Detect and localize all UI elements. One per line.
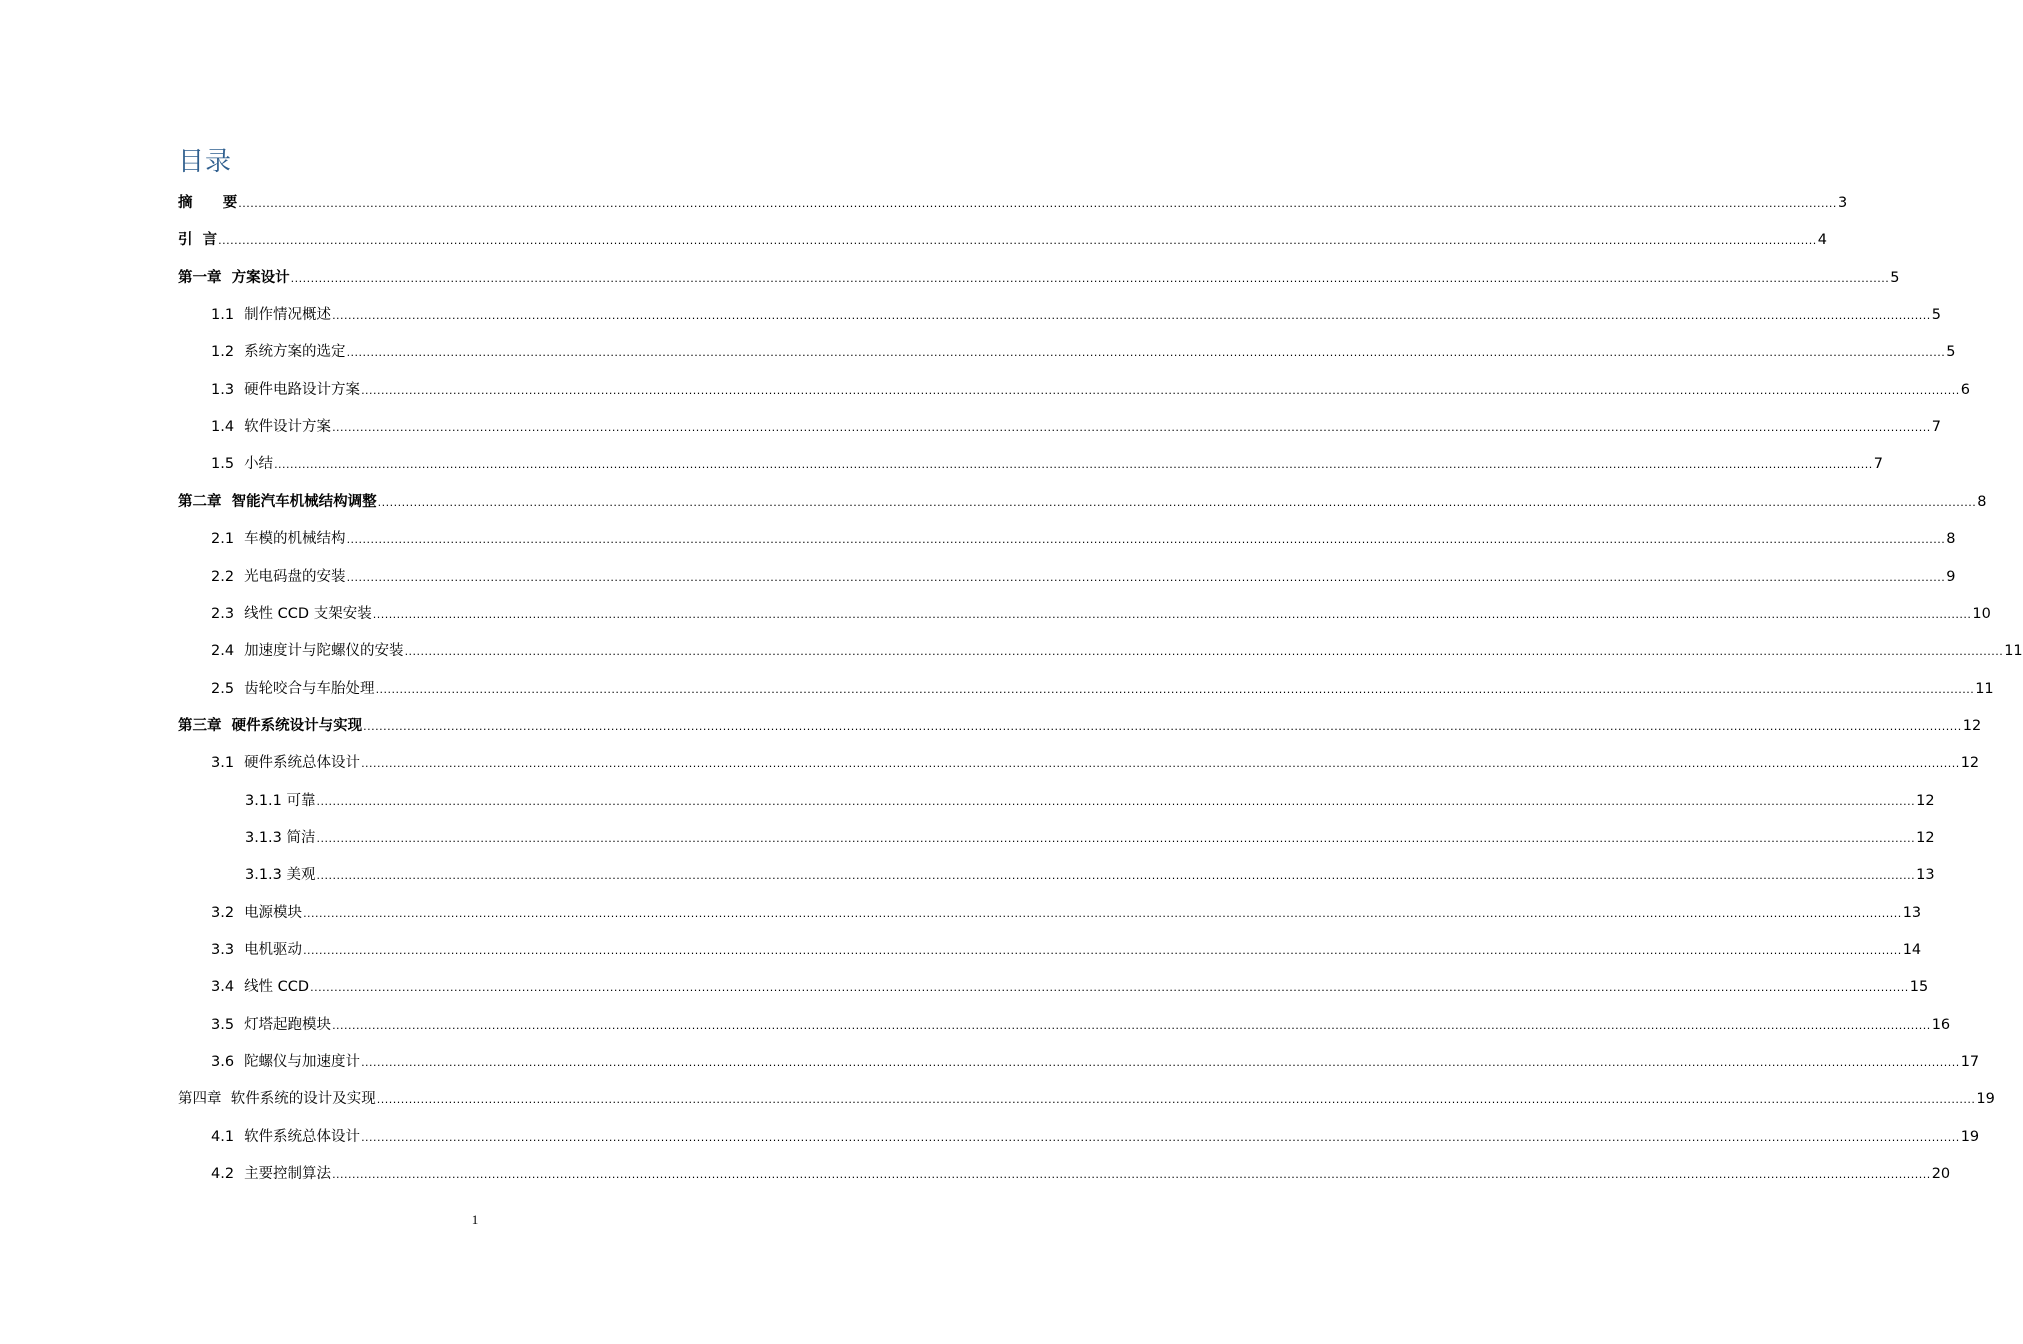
toc-entry-number: 2.3 bbox=[211, 605, 235, 622]
toc-leader-dots: ................................................................................................................................................................................................................................................................................................................................................................................................................ bbox=[332, 309, 1931, 323]
toc-entry[interactable] bbox=[211, 678, 1994, 700]
toc-entry-page: 10 bbox=[1972, 605, 1991, 622]
toc-entry-number: 4.2 bbox=[211, 1166, 235, 1183]
toc-entry[interactable] bbox=[211, 902, 1922, 924]
toc-entry-title: 线性 CCD bbox=[244, 979, 310, 996]
toc-entry-title: 3.1.3 简洁 bbox=[245, 829, 316, 846]
toc-entry[interactable] bbox=[211, 939, 1922, 961]
toc-entry[interactable] bbox=[211, 379, 1970, 401]
toc-entry-title: 硬件系统总体设计 bbox=[244, 755, 361, 772]
toc-entry-page: 8 bbox=[1946, 531, 1956, 548]
toc-entry-page: 11 bbox=[1975, 680, 1994, 697]
toc-entry-number: 1.4 bbox=[211, 419, 235, 436]
toc-leader-dots: ................................................................................................................................................................................................................................................................................................................................................................................................................ bbox=[332, 1018, 1931, 1032]
toc-entry[interactable] bbox=[211, 976, 1929, 998]
toc-entry[interactable] bbox=[178, 192, 1848, 214]
toc-entry[interactable] bbox=[211, 528, 1956, 550]
toc-entry-page: 14 bbox=[1902, 942, 1922, 958]
toc-entry-title: 齿轮咬合与车胎处理 bbox=[244, 680, 375, 697]
toc-entry[interactable] bbox=[245, 827, 1935, 849]
toc-entry-title: 系统方案的选定 bbox=[244, 344, 346, 361]
toc-entry-number: 1.1 bbox=[211, 307, 235, 324]
toc-entry-page: 7 bbox=[1873, 456, 1883, 473]
toc-leader-dots: ................................................................................................................................................................................................................................................................................................................................................................................................................ bbox=[238, 197, 1837, 210]
toc-entry-page: 13 bbox=[1902, 904, 1922, 921]
toc-entry-page: 20 bbox=[1931, 1166, 1951, 1183]
toc-leader-dots: ................................................................................................................................................................................................................................................................................................................................................................................................................ bbox=[316, 869, 1916, 883]
toc-entry[interactable] bbox=[211, 416, 1941, 438]
toc-entry-title: 电机驱动 bbox=[244, 942, 303, 958]
toc-entry-title: 第一章 方案设计 bbox=[178, 269, 290, 286]
toc-leader-dots: ................................................................................................................................................................................................................................................................................................................................................................................................................ bbox=[361, 1056, 1960, 1070]
toc-entry-page: 12 bbox=[1916, 792, 1935, 809]
toc-entry-title: 第四章 软件系统的设计及实现 bbox=[178, 1091, 376, 1108]
toc-entry-number: 2.5 bbox=[211, 680, 235, 697]
toc-entry-number: 1.2 bbox=[211, 344, 235, 361]
toc-entry-title: 摘 要 bbox=[178, 195, 238, 211]
toc-entry-title: 主要控制算法 bbox=[244, 1166, 332, 1183]
toc-entry-page: 17 bbox=[1960, 1054, 1980, 1071]
toc-entry-title: 车模的机械结构 bbox=[244, 531, 346, 548]
toc-entry[interactable] bbox=[211, 1126, 1980, 1148]
toc-entry-number: 2.2 bbox=[211, 568, 235, 585]
toc-leader-dots: ................................................................................................................................................................................................................................................................................................................................................................................................................ bbox=[290, 271, 1890, 285]
toc-leader-dots: ................................................................................................................................................................................................................................................................................................................................................................................................................ bbox=[346, 533, 1946, 547]
toc-entry-title: 加速度计与陀螺仪的安装 bbox=[244, 643, 404, 660]
toc-entry-title: 陀螺仪与加速度计 bbox=[244, 1054, 361, 1071]
toc-entry-title: 电源模块 bbox=[244, 904, 303, 921]
toc-leader-dots: ................................................................................................................................................................................................................................................................................................................................................................................................................ bbox=[361, 383, 1960, 397]
toc-entry-number: 2.1 bbox=[211, 531, 235, 548]
toc-leader-dots: ................................................................................................................................................................................................................................................................................................................................................................................................................ bbox=[375, 682, 1975, 696]
toc-leader-dots: ................................................................................................................................................................................................................................................................................................................................................................................................................ bbox=[346, 570, 1946, 584]
toc-entry-title: 3.1.1 可靠 bbox=[245, 792, 316, 809]
toc-entry-number: 3.2 bbox=[211, 904, 235, 921]
toc-entry[interactable] bbox=[211, 1163, 1951, 1185]
toc-entry-title: 第二章 智能汽车机械结构调整 bbox=[178, 493, 377, 510]
toc-entry[interactable] bbox=[211, 304, 1941, 326]
toc-leader-dots: ................................................................................................................................................................................................................................................................................................................................................................................................................ bbox=[303, 906, 1902, 920]
toc-entry[interactable] bbox=[178, 491, 1987, 513]
toc-entry[interactable] bbox=[211, 453, 1883, 475]
toc-entry-number: 3.1 bbox=[211, 755, 235, 772]
toc-entry-page: 9 bbox=[1946, 568, 1956, 585]
toc-entry-page: 15 bbox=[1909, 979, 1929, 996]
page-number: 1 bbox=[471, 1212, 479, 1227]
toc-leader-dots: ................................................................................................................................................................................................................................................................................................................................................................................................................ bbox=[377, 495, 1977, 509]
toc-entry-number: 2.4 bbox=[211, 643, 235, 660]
toc-entry-title: 软件系统总体设计 bbox=[244, 1128, 361, 1145]
toc-entry-title: 线性 CCD 支架安装 bbox=[244, 605, 372, 622]
toc-leader-dots: ................................................................................................................................................................................................................................................................................................................................................................................................................ bbox=[376, 1093, 1976, 1107]
toc-entry[interactable] bbox=[211, 1051, 1980, 1073]
toc-entry-title: 小结 bbox=[244, 456, 274, 473]
toc-leader-dots: ................................................................................................................................................................................................................................................................................................................................................................................................................ bbox=[332, 421, 1931, 435]
toc-entry-page: 3 bbox=[1837, 195, 1848, 211]
toc-leader-dots: ................................................................................................................................................................................................................................................................................................................................................................................................................ bbox=[346, 346, 1946, 360]
toc-leader-dots: ................................................................................................................................................................................................................................................................................................................................................................................................................ bbox=[372, 607, 1972, 621]
toc-leader-dots: ................................................................................................................................................................................................................................................................................................................................................................................................................ bbox=[316, 794, 1916, 808]
toc-leader-dots: ................................................................................................................................................................................................................................................................................................................................................................................................................ bbox=[274, 458, 1873, 472]
toc-entry-number: 3.3 bbox=[211, 942, 235, 958]
toc-entry-page: 7 bbox=[1931, 419, 1941, 436]
toc-leader-dots: ................................................................................................................................................................................................................................................................................................................................................................................................................ bbox=[218, 234, 1817, 248]
toc-entry[interactable] bbox=[178, 715, 1982, 737]
toc-entry[interactable] bbox=[245, 790, 1935, 812]
toc-leader-dots: ................................................................................................................................................................................................................................................................................................................................................................................................................ bbox=[332, 1168, 1931, 1182]
toc-entry-page: 5 bbox=[1931, 307, 1941, 324]
toc-entry-number: 3.4 bbox=[211, 979, 235, 996]
toc-entry[interactable] bbox=[211, 640, 2023, 662]
toc-entry-page: 19 bbox=[1976, 1091, 1995, 1108]
toc-entry-page: 11 bbox=[2004, 643, 2023, 660]
toc-entry-title: 光电码盘的安装 bbox=[244, 568, 346, 585]
toc-leader-dots: ................................................................................................................................................................................................................................................................................................................................................................................................................ bbox=[404, 645, 2004, 659]
toc-entry[interactable] bbox=[245, 864, 1935, 886]
toc-leader-dots: ................................................................................................................................................................................................................................................................................................................................................................................................................ bbox=[361, 757, 1960, 771]
toc-entry[interactable] bbox=[211, 603, 1991, 625]
toc-entry[interactable] bbox=[178, 1088, 1995, 1110]
toc-leader-dots: ................................................................................................................................................................................................................................................................................................................................................................................................................ bbox=[363, 719, 1962, 733]
toc-entry-page: 12 bbox=[1916, 829, 1935, 846]
toc-entry[interactable] bbox=[211, 566, 1956, 588]
toc-entry-page: 8 bbox=[1977, 493, 1987, 510]
toc-entry[interactable] bbox=[211, 341, 1956, 363]
toc-entry-number: 1.3 bbox=[211, 381, 235, 398]
toc-entry-page: 4 bbox=[1817, 232, 1827, 249]
toc-entry-title: 引 言 bbox=[178, 232, 218, 249]
toc-leader-dots: ................................................................................................................................................................................................................................................................................................................................................................................................................ bbox=[316, 831, 1916, 845]
toc-entry-title: 3.1.3 美观 bbox=[245, 867, 316, 884]
toc-entry[interactable] bbox=[178, 267, 1900, 289]
toc-entry-page: 16 bbox=[1931, 1016, 1951, 1033]
toc-entry[interactable] bbox=[211, 1014, 1951, 1036]
toc-entry-title: 软件设计方案 bbox=[244, 419, 332, 436]
toc-entry-number: 4.1 bbox=[211, 1128, 235, 1145]
toc-heading: 目录 bbox=[178, 147, 233, 177]
toc-entry-page: 12 bbox=[1960, 755, 1980, 772]
toc-entry-number: 3.5 bbox=[211, 1016, 235, 1033]
toc-entry-number: 3.6 bbox=[211, 1054, 235, 1071]
toc-entry-title: 第三章 硬件系统设计与实现 bbox=[178, 717, 363, 734]
toc-entry[interactable] bbox=[178, 229, 1827, 251]
toc-leader-dots: ................................................................................................................................................................................................................................................................................................................................................................................................................ bbox=[303, 944, 1902, 957]
toc-entry-number: 1.5 bbox=[211, 456, 235, 473]
toc-entry-page: 13 bbox=[1916, 867, 1935, 884]
toc-entry-page: 5 bbox=[1890, 269, 1900, 286]
toc-entry-title: 灯塔起跑模块 bbox=[244, 1016, 332, 1033]
toc-leader-dots: ................................................................................................................................................................................................................................................................................................................................................................................................................ bbox=[361, 1130, 1960, 1144]
toc-entry-title: 硬件电路设计方案 bbox=[244, 381, 361, 398]
toc-entry-page: 5 bbox=[1946, 344, 1956, 361]
toc-entry-page: 6 bbox=[1960, 381, 1970, 398]
toc-entry-title: 制作情况概述 bbox=[244, 307, 332, 324]
toc-entry[interactable] bbox=[211, 752, 1980, 774]
toc-entry-page: 12 bbox=[1962, 717, 1982, 734]
toc-leader-dots: ................................................................................................................................................................................................................................................................................................................................................................................................................ bbox=[310, 981, 1909, 995]
toc-entry-page: 19 bbox=[1960, 1128, 1980, 1145]
